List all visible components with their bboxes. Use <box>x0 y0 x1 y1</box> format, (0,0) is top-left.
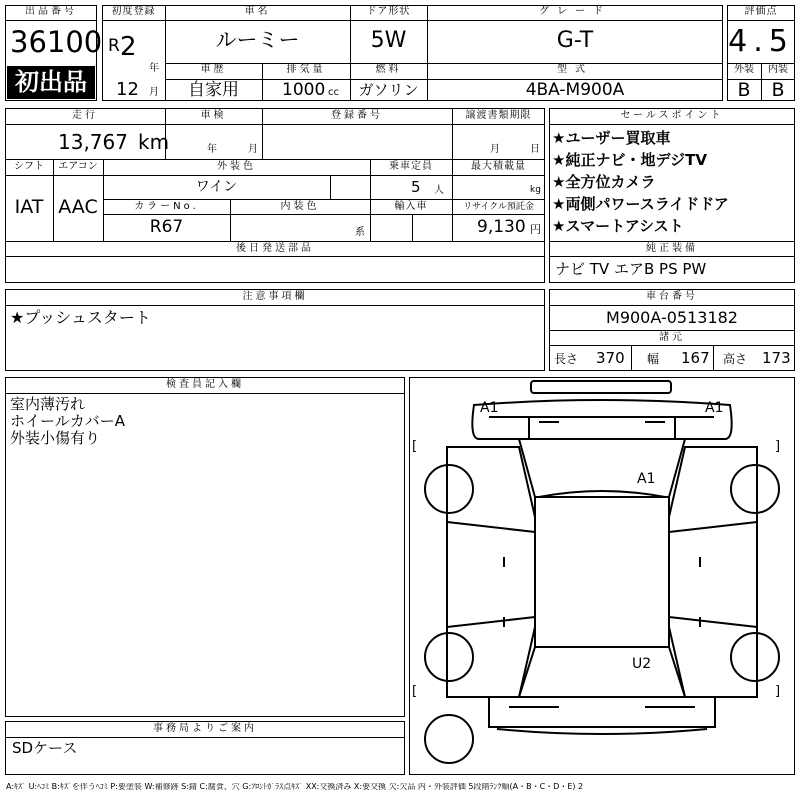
inspection-month-unit: 月 <box>248 144 258 155</box>
notes-text: ★プッシュスタート <box>10 308 151 327</box>
dims-label: 諸元 <box>659 332 685 343</box>
office-label: 事務局よりご案内 <box>153 723 257 734</box>
door-type: 5W <box>370 28 407 53</box>
width: 167 <box>681 349 710 367</box>
first-listing-badge: 初出品 <box>7 66 95 99</box>
exterior-grade: B <box>737 79 751 101</box>
later-parts-label: 後日発送部品 <box>236 243 314 254</box>
sales-point: ★スマートアシスト <box>552 217 684 235</box>
recycle-unit: 円 <box>530 223 541 236</box>
notes-label: 注意事項欄 <box>242 291 308 302</box>
car-name: ルーミー <box>215 28 300 52</box>
bracket-open: [ <box>412 684 418 699</box>
transfer-month-unit: 月 <box>490 144 500 155</box>
model: 4BA-M900A <box>525 80 625 100</box>
length: 370 <box>596 349 625 367</box>
interior-grade: B <box>771 79 785 101</box>
ext-color-label: 外装色 <box>217 161 256 172</box>
equipment-label: 純正装備 <box>646 243 698 254</box>
damage-mark-a1: A1 <box>480 400 499 416</box>
damage-mark-a1: A1 <box>637 471 656 487</box>
inspection-label: 車検 <box>200 110 227 121</box>
damage-mark-a1: A1 <box>705 400 724 416</box>
inspector-label: 検査員記入欄 <box>166 379 244 390</box>
grade-label: グレード <box>539 6 611 17</box>
sales-point: ★両側パワースライドドア <box>552 195 729 213</box>
mileage: 13,767 <box>58 130 128 154</box>
inspector-note: ホイールカバーA <box>10 412 125 430</box>
chassis-label: 車台番号 <box>646 291 698 302</box>
sales-point: ★全方位カメラ <box>552 173 656 191</box>
inspector-note: 室内薄汚れ <box>10 395 86 413</box>
car-diagram <box>409 377 795 775</box>
inspection-year-unit: 年 <box>207 144 217 155</box>
model-label: 型式 <box>557 64 593 75</box>
color-no-label: カラーNo. <box>134 201 199 212</box>
sales-point: ★ユーザー買取車 <box>552 129 671 147</box>
mileage-label: 走行 <box>72 110 98 121</box>
import-label: 輸入車 <box>394 201 428 212</box>
era-r: R <box>108 36 120 56</box>
interior-label: 内装 <box>768 64 788 75</box>
car-name-label: 車名 <box>244 6 271 17</box>
office-text: SDケース <box>12 739 78 757</box>
first-reg-label: 初度登録 <box>111 6 156 17</box>
sales-point: ★純正ナビ・地デジTV <box>552 151 707 169</box>
load-unit: kg <box>530 185 541 195</box>
damage-mark-u2: U2 <box>632 656 652 672</box>
mileage-unit: km <box>138 130 170 154</box>
bracket-open: [ <box>412 439 418 454</box>
lot-number-label: 出品番号 <box>25 6 77 17</box>
capacity-unit: 人 <box>434 185 444 196</box>
inspector-note: 外装小傷有り <box>10 429 101 447</box>
int-color-label: 内装色 <box>280 201 320 212</box>
equipment: ナビ TV エアB PS PW <box>555 260 707 278</box>
int-color-unit: 系 <box>355 227 365 238</box>
displacement-unit: cc <box>328 87 339 98</box>
capacity-label: 乗車定員 <box>389 161 433 172</box>
reg-no-label: 登録番号 <box>331 110 383 121</box>
load-label: 最大積載量 <box>471 161 526 172</box>
recycle-label: リサイクル預託金 <box>463 202 534 212</box>
fuel: ガソリン <box>358 81 419 99</box>
month-unit: 月 <box>149 87 159 98</box>
door-label: ドア形状 <box>366 6 411 17</box>
ext-color: ワイン <box>195 179 238 195</box>
width-label: 幅 <box>647 352 660 366</box>
year-unit: 年 <box>149 63 159 74</box>
bracket-close: ] <box>775 439 781 454</box>
shift: IAT <box>14 196 44 218</box>
history-label: 車歴 <box>200 64 227 75</box>
first-reg-month: 12 <box>116 79 139 100</box>
height: 173 <box>762 349 791 367</box>
sales-points-label: セールスポイント <box>620 110 724 121</box>
score-label: 評価点 <box>744 6 778 17</box>
ac-label: エアコン <box>58 161 98 172</box>
score: 4.5 <box>728 24 794 59</box>
lot-number: 36100 <box>10 25 103 59</box>
chassis-number: M900A-0513182 <box>606 308 738 327</box>
first-reg-year: 2 <box>120 32 137 62</box>
bracket-close: ] <box>775 684 781 699</box>
history: 自家用 <box>188 80 239 100</box>
displacement: 1000 <box>282 80 326 100</box>
transfer-doc-label: 譲渡書類期限 <box>465 110 532 121</box>
recycle-fee: 9,130 <box>477 217 526 237</box>
height-label: 高さ <box>723 352 748 366</box>
transfer-day-unit: 日 <box>530 144 540 155</box>
displacement-label: 排気量 <box>286 64 326 75</box>
shift-label: シフト <box>14 161 44 172</box>
capacity: 5 <box>411 178 421 196</box>
length-label: 長さ <box>554 352 579 366</box>
exterior-label: 外装 <box>734 64 754 75</box>
aircon: AAC <box>58 196 98 218</box>
color-no: R67 <box>149 217 184 237</box>
legend: A:ｷｽﾞ U:ﾍｺﾐ B:ｷｽﾞを伴うﾍｺﾐ P:要塗装 W:補修跡 S:錆 C:腐食、穴 G:ﾌﾛﾝﾄｶﾞﾗｽ点ｷｽﾞ XX:交換済み X:要交換 欠:欠品 内・外装評価 5段階ﾗﾝｸ順(A・B・C・D・E) 2 <box>6 783 584 791</box>
fuel-label: 燃料 <box>375 64 402 75</box>
grade: G-T <box>556 28 594 53</box>
